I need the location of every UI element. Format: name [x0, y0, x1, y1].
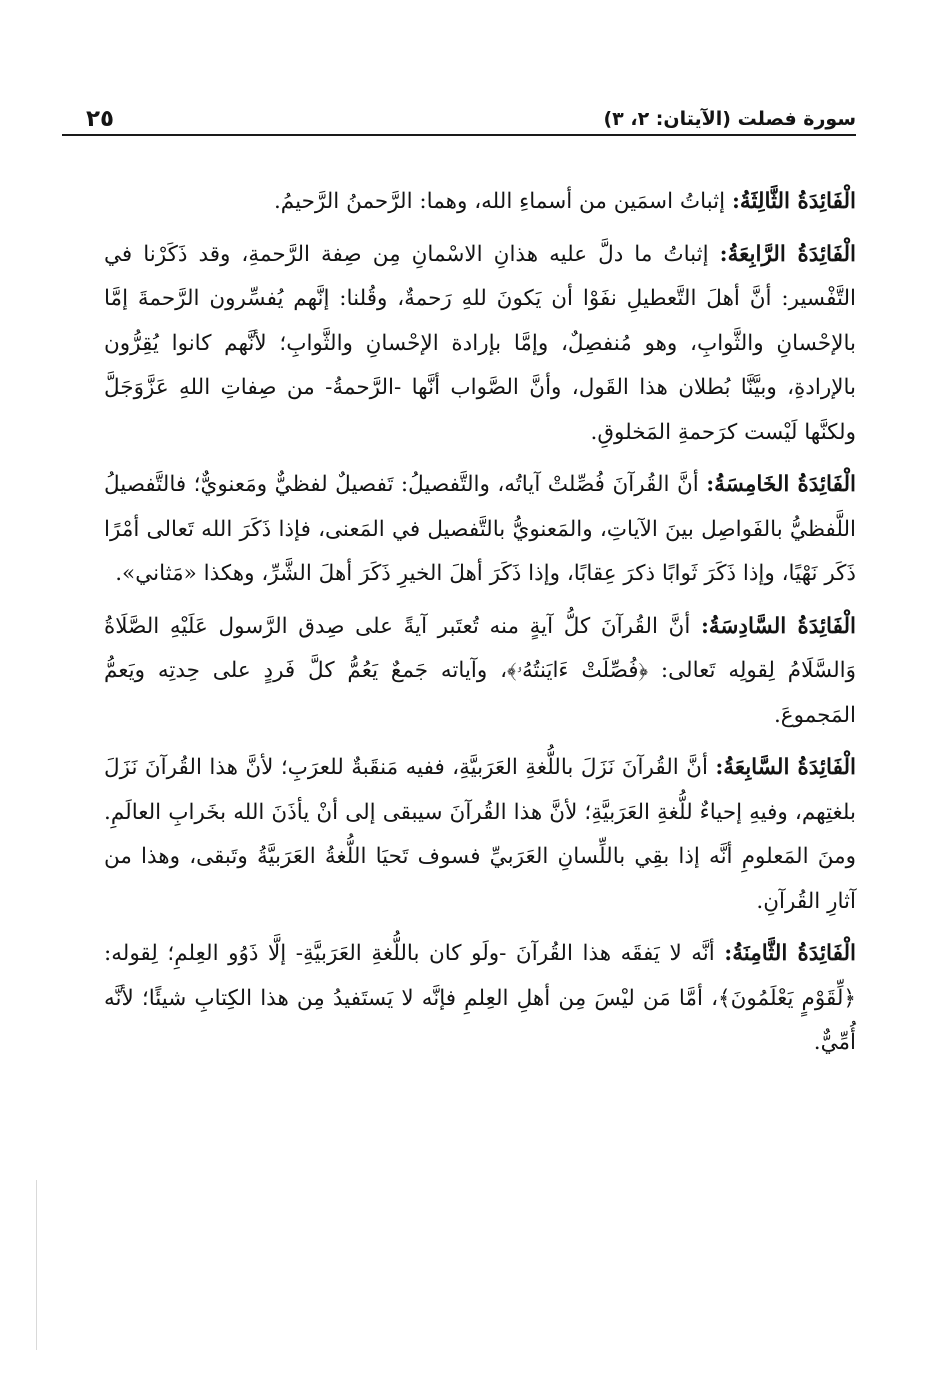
page-header [62, 96, 856, 136]
benefit-heading: الْفَائِدَةُ الثَّامِنَةُ: [724, 941, 856, 966]
header-rule [62, 134, 856, 136]
benefit-paragraph-4 [104, 233, 856, 456]
benefit-heading: الْفَائِدَةُ الثَّالِثَةُ: [731, 189, 856, 214]
benefit-text: أنَّ القُرآنَ كلُّ آيةٍ منه تُعتَبر آيةً على صِدق الرَّسول عَلَيْهِ الصَّلَاةُ وَالسَّلَامُ لِقولِه تَعالى: ﴿فُصِّلَتْ ءَايَنتُهُۥ﴾، وآياته جَمعٌ يَعُمُّ كلَّ فَردٍ على حِدتِه ويَعمُّ المَجموعَ. [104, 613, 856, 728]
benefit-text: إثباتُ اسمَين من أسماءِ الله، وهما: الرَّحمنُ الرَّحيمُ. [273, 189, 732, 214]
benefit-paragraph-7 [104, 746, 856, 924]
running-title: سورة فصلت (الآيتان: ٢، ٣) [603, 108, 856, 130]
benefit-text: أنَّه لا يَفقَه هذا القُرآنَ -ولَو كان باللُّغةِ العَرَبيَّةِ- إلَّا ذَوُو العِلمِ؛ لِقوله: ﴿لِّقَوْمٍ يَعْلَمُونَ﴾، أمَّا مَن ليْسَ مِن أهلِ العِلمِ فإنَّه لا يَستَفيدُ مِن هذا الكِتابِ شيئًا؛ لأنَّه أُمِّيٌّ. [104, 941, 856, 1055]
benefit-text: إثباتُ ما دلَّ عليه هذانِ الاسْمانِ مِن صِفة الرَّحمةِ، وقد ذَكَرْنا في التَّفْسير: أنَّ أهلَ التَّعطيلِ نفَوْا أن يَكونَ للهِ رَحمةٌ، وقُلنا: إنَّهم يُفسِّرون الرَّحمةَ إمَّا بالإحْسانِ والثَّوابِ، وهو مُنفصِلٌ، وإمَّا بإرادة الإحْسانِ والثَّوابِ؛ لأنَّهم كانوا يُقِرُّون بالإرادةِ، وبيَّنَّا بُطلان هذا القَول، وأنَّ الصَّواب أنَّها -الرَّحمةُ- من صِفاتِ اللهِ عَزَّوَجَلَّ ولكنَّها لَيْست كرَحمةِ المَخلوقِ. [104, 241, 856, 445]
benefit-heading: الْفَائِدَةُ الرَّابِعَةُ: [719, 241, 856, 267]
page-number: ٢٥ [86, 106, 115, 132]
benefit-paragraph-5 [104, 463, 856, 597]
scan-gutter-line [36, 1180, 37, 1350]
page-body [104, 180, 856, 1074]
benefit-heading: الْفَائِدَةُ السَّابِعَةُ: [715, 755, 856, 780]
benefit-paragraph-3 [104, 180, 856, 225]
benefit-text: أنَّ القُرآنَ نَزَلَ باللُّغةِ العَرَبيَّةِ، ففيه مَنقَبةٌ للعرَبِ؛ لأنَّ هذا القُرآنَ نَزَلَ بلغتِهم، وفيهِ إحياءٌ للُّغةِ العَرَبيَّةِ؛ لأنَّ هذا القُرآنَ سيبقى إلى أنْ يأذَنَ الله بخَرابِ العالَمِ. ومنَ المَعلومِ أنَّه إذا بقِي باللِّسانِ العَرَبيِّ فسوف تَحيَا اللُّغةُ العَرَبيَّةُ وتَبقى، وهذا من آثارِ القُرآنِ. [104, 755, 856, 914]
benefit-heading: الْفَائِدَةُ الخَامِسَةُ: [706, 472, 856, 497]
benefit-heading: الْفَائِدَةُ السَّادِسَةُ: [700, 613, 857, 639]
benefit-paragraph-8 [104, 932, 856, 1066]
benefit-text: أنَّ القُرآنَ فُصِّلتْ آياتُه، والتَّفصيلُ: تَفصيلٌ لفظيٌّ ومَعنويٌّ؛ فالتَّفصيلُ اللَّفظيُّ بالفَواصِل بينَ الآياتِ، والمَعنويُّ بالتَّفصيل في المَعنى، فإذا ذَكَرَ الله تَعالى أمْرًا ذَكَر نَهْيًا، وإذا ذَكَرَ ثَوابًا ذكرَ عِقابًا، وإذا ذَكَرَ أهلَ الخيرِ ذَكَرَ أهلَ الشَّرِّ، وهكذا «مَثاني». [104, 472, 856, 586]
benefit-paragraph-6 [104, 605, 856, 739]
